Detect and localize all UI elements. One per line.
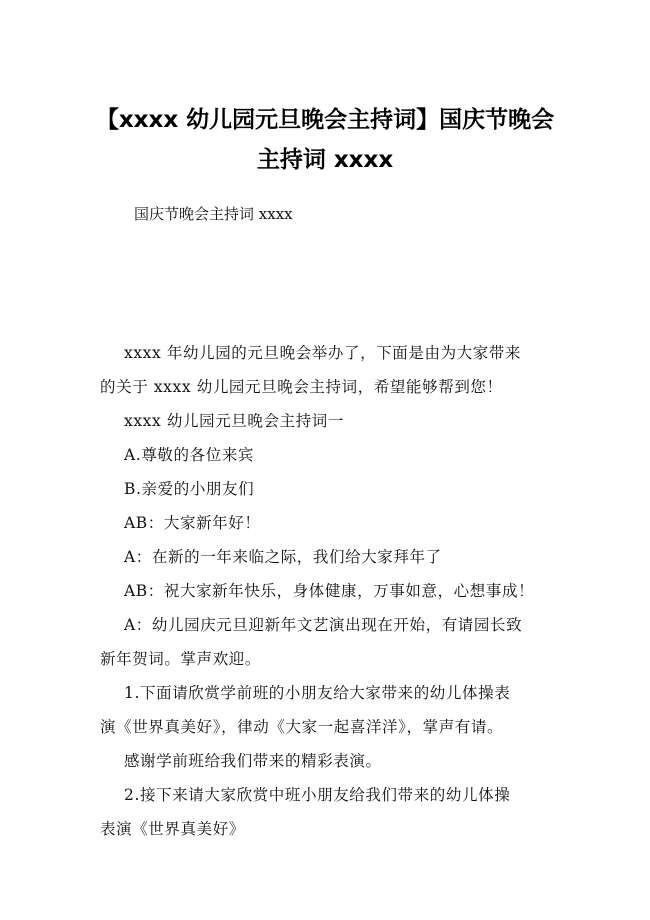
body-line: B.亲爱的小朋友们 (124, 480, 255, 498)
body-line: A：在新的一年来临之际，我们给大家拜年了 (124, 548, 442, 566)
document-title-line-1: 【xxxx 幼儿园元旦晚会主持词】国庆节晚会 (95, 107, 555, 133)
document-title-line-2: 主持词 xxxx (256, 147, 394, 173)
body-line: 2.接下来请大家欣赏中班小朋友给我们带来的幼儿体操 (124, 786, 511, 804)
body-line: A.尊敬的各位来宾 (124, 446, 255, 464)
body-line: xxxx 幼儿园元旦晚会主持词一 (124, 412, 344, 430)
body-line: 感谢学前班给我们带来的精彩表演。 (124, 752, 382, 770)
body-line: 演《世界真美好》，律动《大家一起喜洋洋》，掌声有请。 (100, 718, 504, 736)
body-line: xxxx 年幼儿园的元旦晚会举办了，下面是由为大家带来 (124, 344, 522, 362)
body-line: 新年贺词。掌声欢迎。 (100, 650, 262, 668)
document-subtitle: 国庆节晚会主持词 xxxx (134, 205, 293, 223)
body-line: AB：祝大家新年快乐，身体健康，万事如意，心想事成！ (124, 582, 535, 600)
body-line: 1.下面请欣赏学前班的小朋友给大家带来的幼儿体操表 (124, 684, 511, 702)
body-line: 表演《世界真美好》 (100, 820, 245, 838)
body-line: A：幼儿园庆元旦迎新年文艺演出现在开始，有请园长致 (124, 616, 523, 634)
body-line: 的关于 xxxx 幼儿园元旦晚会主持词，希望能够帮到您！ (100, 378, 503, 396)
body-line: AB：大家新年好！ (124, 514, 261, 532)
